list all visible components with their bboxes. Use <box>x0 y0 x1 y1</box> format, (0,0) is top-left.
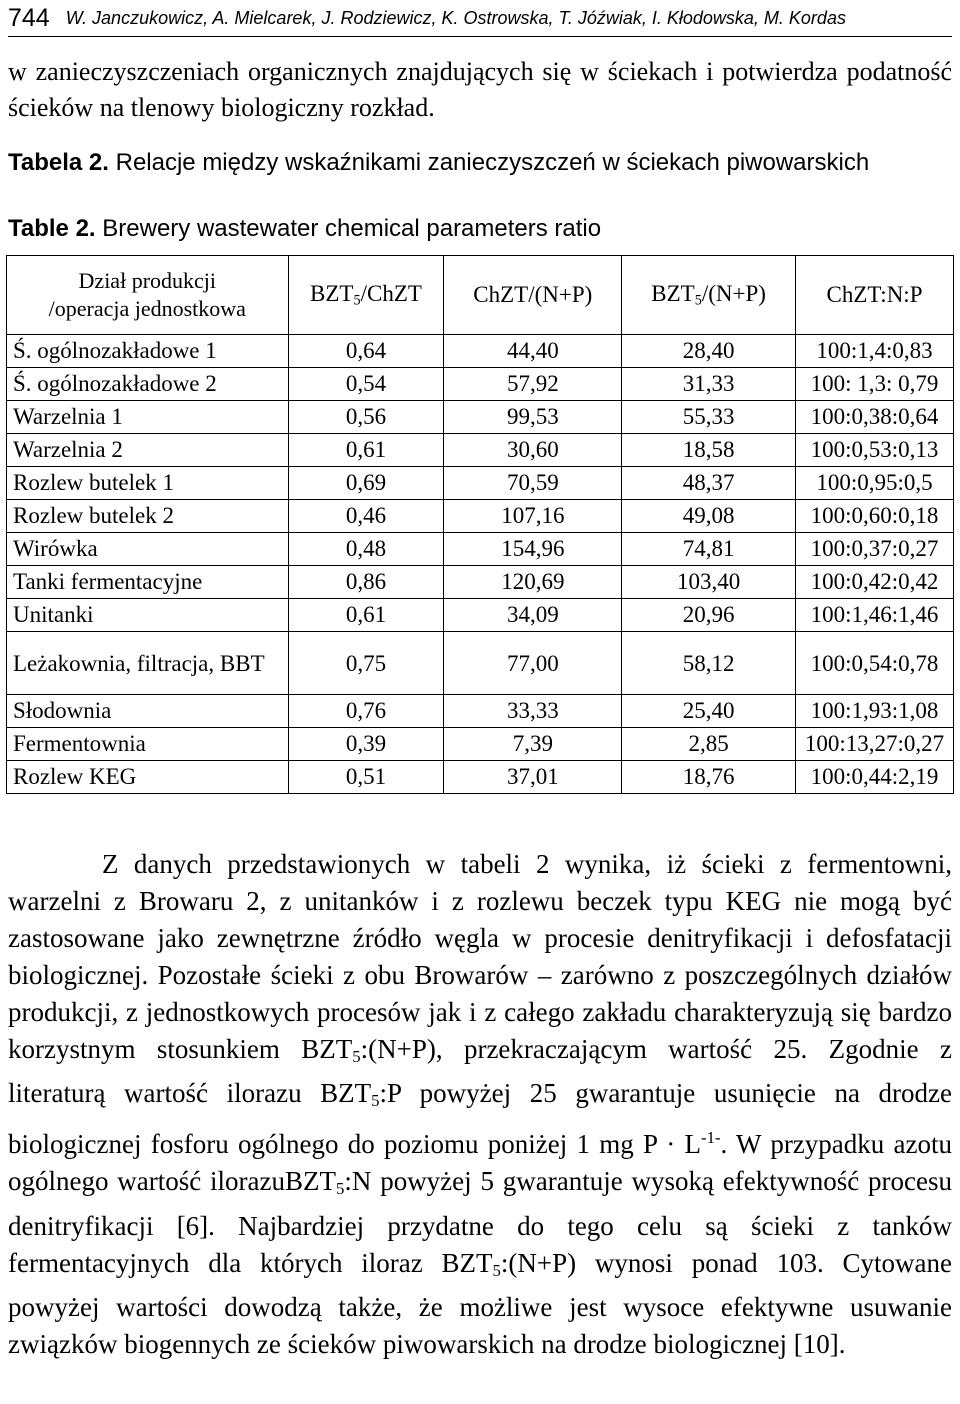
cell-chzt-np: 77,00 <box>444 632 622 695</box>
body-text-segment: Z danych przedstawionych w tabeli 2 wynika, iż ścieki z fermentowni, warzelni z Browaru 2, z unitanków i z rozlewu beczek typu KEG nie mogą być zastosowane jako zewnętrzne źródło węgla w procesie denitryfikacji i defosfatacji biologicznej. Pozostałe ścieki z obu Browarów – zarówno z poszczególnych działów produkcji, z jednostkowych procesów jak i z całego zakładu charakteryzują się bardzo korzystnym stosunkiem <box>8 849 952 1064</box>
cell-bzt-np: 55,33 <box>622 401 796 434</box>
caption-label-pl: Tabela 2. <box>8 149 109 176</box>
cell-department: Ś. ogólnozakładowe 1 <box>7 335 289 368</box>
cell-chzt-np: 7,39 <box>444 728 622 761</box>
authors-line: W. Janczukowicz, A. Mielcarek, J. Rodziewicz, K. Ostrowska, T. Jóźwiak, I. Kłodowska, M. Kordas <box>65 7 846 28</box>
cell-department: Tanki fermentacyjne <box>7 566 289 599</box>
header-chzt-np: ChZT/(N+P) <box>444 256 622 335</box>
cell-bzt-chzt: 0,54 <box>288 368 444 401</box>
cell-chzt-n-p: 100:13,27:0,27 <box>796 728 954 761</box>
cell-chzt-np: 154,96 <box>444 533 622 566</box>
bzt-text: BZT <box>310 280 354 306</box>
cell-bzt-np: 25,40 <box>622 695 796 728</box>
cell-bzt-chzt: 0,76 <box>288 695 444 728</box>
caption-text-en: Brewery wastewater chemical parameters ratio <box>95 215 602 242</box>
cell-bzt-np: 20,96 <box>622 599 796 632</box>
cell-chzt-n-p: 100:1,4:0,83 <box>796 335 954 368</box>
cell-bzt-np: 74,81 <box>622 533 796 566</box>
bzt-text: BZT <box>441 1247 493 1278</box>
cell-chzt-np: 107,16 <box>444 500 622 533</box>
ratio-chzt-text: /ChZT <box>360 280 422 306</box>
header-bzt-np <box>622 256 796 335</box>
caption-label-en: Table 2. <box>8 215 96 242</box>
cell-bzt-np: 58,12 <box>622 632 796 695</box>
cell-chzt-n-p: 100:0,37:0,27 <box>796 533 954 566</box>
cell-chzt-n-p: 100:0,44:2,19 <box>796 761 954 794</box>
body-text-segment: :(N+P) wynosi ponad 103. Cytowane powyżej wartości dowodzą także, że możliwe jest wysoce efektywne usuwanie związków biogennych ze ścieków piwowarskich na drodze biologicznej [10]. <box>8 1247 952 1359</box>
page-number: 744 <box>8 3 50 32</box>
header-chzt-n-p: ChZT:N:P <box>796 256 954 335</box>
cell-bzt-np: 49,08 <box>622 500 796 533</box>
caption-text-pl: Relacje między wskaźnikami zanieczyszczeń w ściekach piwowarskich <box>108 149 870 176</box>
table-caption-en <box>8 212 952 246</box>
table-row <box>7 695 954 728</box>
cell-bzt-chzt: 0,61 <box>288 434 444 467</box>
subscript-5: 5 <box>694 292 702 309</box>
body-text-segment: :P powyżej 25 gwarantuje usunięcie na drodze biologicznej fosforu ogólnego do poziomu poniżej 1 mg P · L <box>8 1078 952 1160</box>
cell-bzt-chzt: 0,39 <box>288 728 444 761</box>
header-dept-line1: Dział produkcji <box>78 268 217 293</box>
table-caption-pl <box>8 146 952 180</box>
cell-bzt-chzt: 0,69 <box>288 467 444 500</box>
cell-bzt-np: 31,33 <box>622 368 796 401</box>
running-header <box>8 0 952 37</box>
table-row <box>7 500 954 533</box>
body-paragraph <box>8 846 952 1363</box>
cell-bzt-np: 18,76 <box>622 761 796 794</box>
superscript-exponent: -1- <box>701 1128 721 1148</box>
cell-bzt-chzt: 0,46 <box>288 500 444 533</box>
cell-department: Wirówka <box>7 533 289 566</box>
cell-bzt-np: 48,37 <box>622 467 796 500</box>
ratio-table <box>6 255 954 794</box>
table-header-row <box>7 256 954 335</box>
table-row <box>7 533 954 566</box>
cell-chzt-np: 37,01 <box>444 761 622 794</box>
cell-chzt-n-p: 100:0,54:0,78 <box>796 632 954 695</box>
cell-department: Leżakownia, filtracja, BBT <box>7 632 289 695</box>
cell-bzt-chzt: 0,48 <box>288 533 444 566</box>
subscript-5: 5 <box>336 1179 345 1199</box>
cell-bzt-chzt: 0,61 <box>288 599 444 632</box>
cell-chzt-np: 33,33 <box>444 695 622 728</box>
table-row <box>7 467 954 500</box>
body-text-segment: . W przypadku azotu ogólnego wartość ilorazu <box>8 1129 953 1197</box>
table-row <box>7 599 954 632</box>
cell-chzt-n-p: 100:0,38:0,64 <box>796 401 954 434</box>
cell-department: Warzelnia 2 <box>7 434 289 467</box>
table-row <box>7 632 954 695</box>
bzt-text: BZT <box>651 280 695 306</box>
body-text <box>8 846 952 1363</box>
cell-chzt-np: 70,59 <box>444 467 622 500</box>
cell-bzt-np: 2,85 <box>622 728 796 761</box>
cell-chzt-n-p: 100:0,42:0,42 <box>796 566 954 599</box>
cell-department: Fermentownia <box>7 728 289 761</box>
cell-chzt-n-p: 100:0,60:0,18 <box>796 500 954 533</box>
cell-chzt-np: 30,60 <box>444 434 622 467</box>
body-text-segment: :N powyżej 5 gwarantuje wysoką efektywność procesu denitryfikacji [6]. Najbardziej przydatne do tego celu są ścieki z tanków fermentacyjnych dla których iloraz <box>8 1166 952 1278</box>
table-row <box>7 401 954 434</box>
table-row <box>7 761 954 794</box>
cell-chzt-n-p: 100:1,93:1,08 <box>796 695 954 728</box>
cell-bzt-np: 103,40 <box>622 566 796 599</box>
table-row <box>7 368 954 401</box>
subscript-5: 5 <box>352 1047 361 1067</box>
cell-bzt-chzt: 0,64 <box>288 335 444 368</box>
cell-department: Unitanki <box>7 599 289 632</box>
cell-bzt-np: 18,58 <box>622 434 796 467</box>
cell-chzt-np: 57,92 <box>444 368 622 401</box>
intro-paragraph: w zanieczyszczeniach organicznych znajdujących się w ściekach i potwierdza podatność ścieków na tlenowy biologiczny rozkład. <box>8 57 952 122</box>
header-dept-line2: /operacja jednostkowa <box>48 296 246 321</box>
header-department <box>7 256 289 335</box>
cell-department: Ś. ogólnozakładowe 2 <box>7 368 289 401</box>
cell-bzt-chzt: 0,51 <box>288 761 444 794</box>
subscript-5: 5 <box>371 1091 380 1111</box>
ratio-np-text: /(N+P) <box>701 280 766 306</box>
bzt-text: BZT <box>301 1034 353 1064</box>
body-text-segment: :(N+P), przekraczającym wartość 25. Zgodnie z literaturą wartość ilorazu <box>8 1034 952 1109</box>
cell-chzt-np: 99,53 <box>444 401 622 434</box>
table-row <box>7 566 954 599</box>
subscript-5: 5 <box>492 1260 501 1280</box>
cell-department: Rozlew butelek 2 <box>7 500 289 533</box>
cell-chzt-np: 34,09 <box>444 599 622 632</box>
cell-department: Warzelnia 1 <box>7 401 289 434</box>
cell-chzt-np: 120,69 <box>444 566 622 599</box>
header-bzt-chzt <box>288 256 444 335</box>
bzt-text: BZT <box>320 1078 372 1109</box>
cell-bzt-chzt: 0,56 <box>288 401 444 434</box>
cell-department: Rozlew butelek 1 <box>7 467 289 500</box>
cell-department: Słodownia <box>7 695 289 728</box>
cell-chzt-n-p: 100:1,46:1,46 <box>796 599 954 632</box>
cell-bzt-np: 28,40 <box>622 335 796 368</box>
cell-chzt-np: 44,40 <box>444 335 622 368</box>
table-row <box>7 434 954 467</box>
table-row <box>7 728 954 761</box>
table-row <box>7 335 954 368</box>
cell-chzt-n-p: 100:0,53:0,13 <box>796 434 954 467</box>
subscript-5: 5 <box>353 292 361 309</box>
cell-department: Rozlew KEG <box>7 761 289 794</box>
cell-bzt-chzt: 0,75 <box>288 632 444 695</box>
cell-bzt-chzt: 0,86 <box>288 566 444 599</box>
bzt-text: BZT <box>285 1166 337 1197</box>
cell-chzt-n-p: 100: 1,3: 0,79 <box>796 368 954 401</box>
cell-chzt-n-p: 100:0,95:0,5 <box>796 467 954 500</box>
